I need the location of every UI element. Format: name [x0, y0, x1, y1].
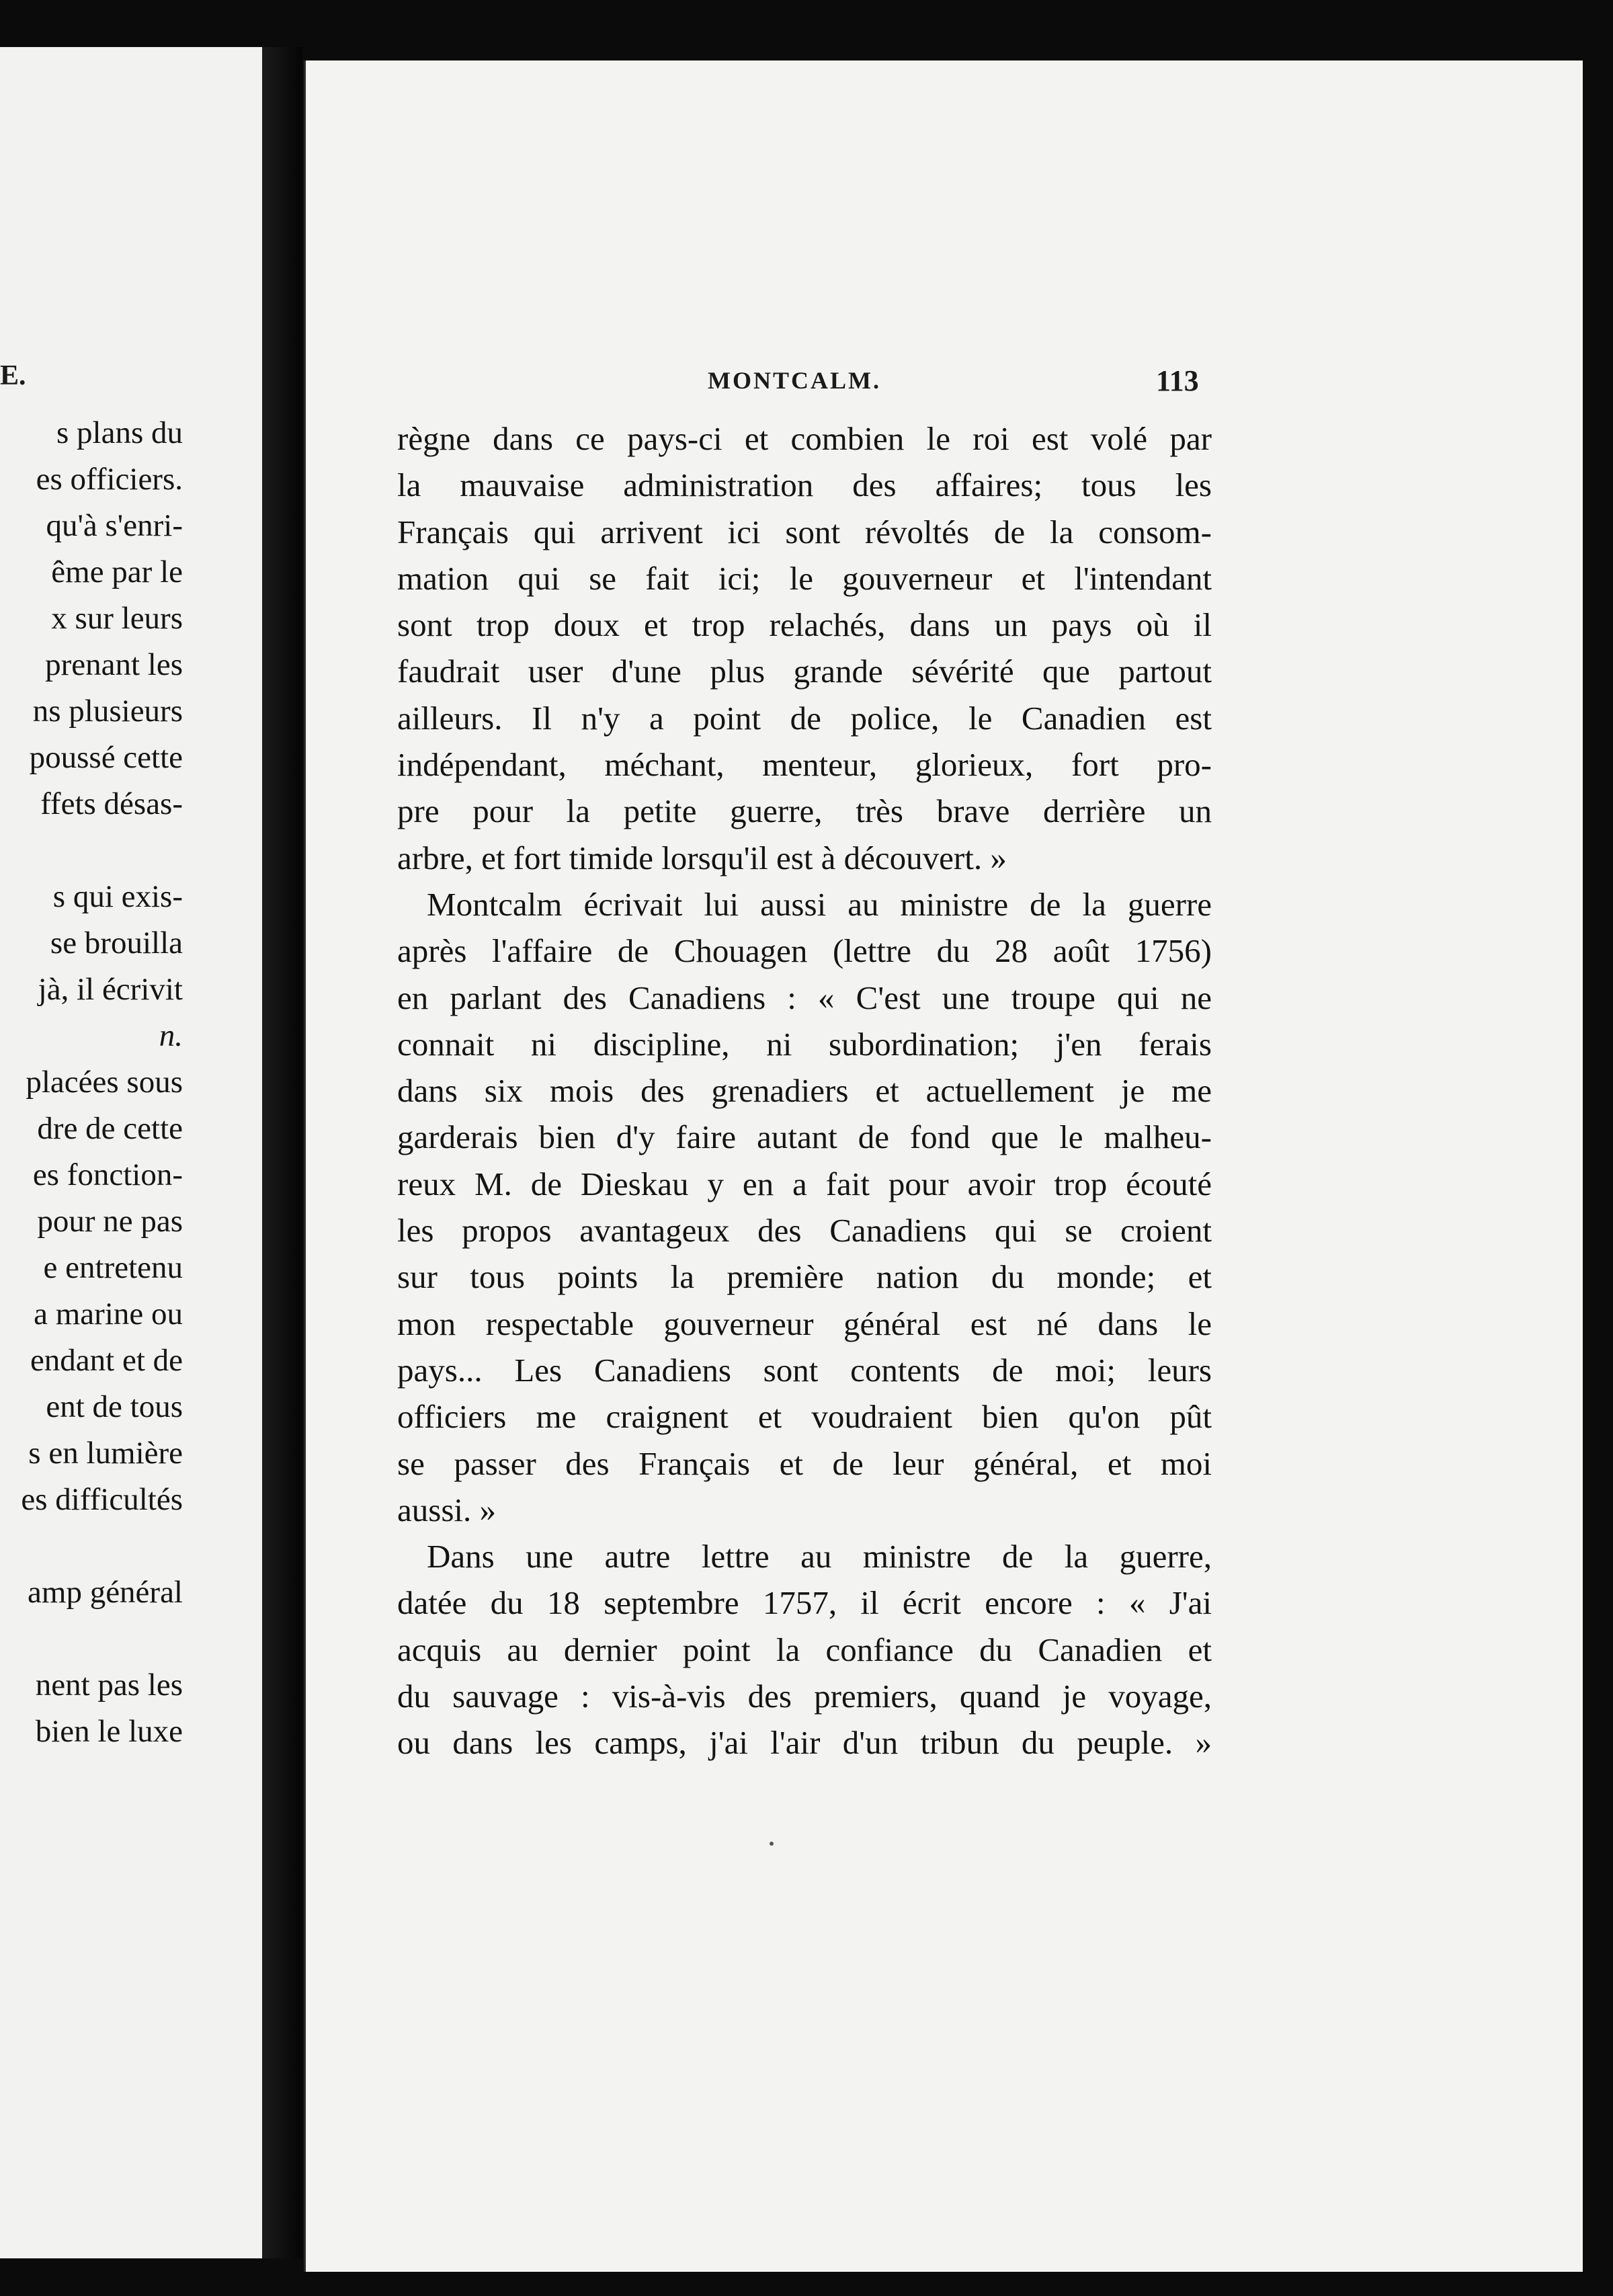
text-line: arbre, et fort timide lorsqu'il est à découvert. »: [397, 839, 1007, 876]
text-line: dans six mois des grenadiers et actuellement je me: [397, 1072, 1212, 1110]
running-head: [306, 366, 1583, 407]
book-page: [304, 60, 1583, 2272]
previous-page-line: endant et de: [30, 1343, 183, 1378]
running-title: MONTCALM.: [708, 367, 881, 394]
text-line: mon respectable gouverneur général est né dans le: [397, 1305, 1212, 1342]
text-line: après l'affaire de Chouagen (lettre du 28 août 1756): [397, 932, 1212, 970]
text-line: règne dans ce pays-ci et combien le roi est volé par: [397, 420, 1212, 457]
text-line: aussi. »: [397, 1491, 496, 1528]
text-line: pre pour la petite guerre, très brave derrière un: [397, 792, 1212, 830]
page-number: 113: [1156, 364, 1199, 397]
previous-page-line: a marine ou: [34, 1297, 183, 1331]
previous-page-line: s qui exis-: [52, 879, 183, 914]
paragraph-gap: [0, 1523, 183, 1569]
text-line: Montcalm écrivait lui aussi au ministre de la guerre: [427, 885, 1212, 923]
previous-page-line: se brouilla: [50, 926, 183, 960]
previous-page-line: es difficultés: [21, 1482, 183, 1517]
text-line: officiers me craignent et voudraient bien qu'on pût: [397, 1398, 1212, 1436]
text-line: ou dans les camps, j'ai l'air d'un tribun du peuple. »: [397, 1724, 1212, 1762]
previous-page-line: nent pas les: [35, 1668, 183, 1703]
previous-page-line: x sur leurs: [51, 601, 183, 636]
previous-page-text: [0, 410, 183, 1755]
text-line: sont trop doux et trop relachés, dans un pays où il: [397, 606, 1212, 644]
text-line: la mauvaise administration des affaires; tous les: [397, 466, 1212, 504]
paper-speck: [770, 1842, 774, 1846]
previous-page-line: qu'à s'enri-: [46, 508, 183, 543]
text-line: indépendant, méchant, menteur, glorieux, fort pro-: [397, 746, 1212, 784]
previous-page-header-fragment: E.: [0, 360, 26, 391]
paragraph-gap: [0, 1616, 183, 1662]
previous-page-line: ent de tous: [46, 1389, 183, 1424]
previous-page-line: ême par le: [51, 555, 183, 589]
previous-page-line: ffets désas-: [40, 786, 183, 821]
previous-page-line: n.: [159, 1018, 183, 1053]
previous-page-line: es officiers.: [36, 462, 183, 497]
text-line: sur tous points la première nation du monde; et: [397, 1258, 1212, 1296]
previous-page-fragment: [0, 47, 262, 2258]
previous-page-line: ns plusieurs: [32, 694, 183, 729]
previous-page-line: s en lumière: [28, 1436, 183, 1471]
previous-page-line: jà, il écrivit: [38, 972, 183, 1007]
text-line: les propos avantageux des Canadiens qui se croient: [397, 1212, 1212, 1249]
previous-page-line: es fonction-: [32, 1157, 183, 1192]
text-line: du sauvage : vis-à-vis des premiers, quand je voyage,: [397, 1678, 1212, 1715]
previous-page-line: s plans du: [56, 415, 183, 450]
text-line: ailleurs. Il n'y a point de police, le Canadien est: [397, 699, 1212, 737]
text-line: connait ni discipline, ni subordination; j'en ferais: [397, 1025, 1212, 1063]
previous-page-line: bien le luxe: [35, 1714, 183, 1749]
previous-page-line: pour ne pas: [37, 1204, 183, 1239]
text-line: garderais bien d'y faire autant de fond que le malheu-: [397, 1118, 1212, 1156]
previous-page-line: prenant les: [45, 647, 183, 682]
previous-page-line: placées sous: [26, 1065, 183, 1100]
text-line: Dans une autre lettre au ministre de la guerre,: [427, 1538, 1212, 1575]
text-line: acquis au dernier point la confiance du Canadien et: [397, 1631, 1212, 1668]
text-line: se passer des Français et de leur général, et moi: [397, 1444, 1212, 1482]
text-line: Français qui arrivent ici sont révoltés de la consom-: [397, 513, 1212, 550]
text-line: en parlant des Canadiens : « C'est une troupe qui ne: [397, 979, 1212, 1016]
previous-page-line: e entretenu: [43, 1250, 183, 1285]
paragraph-gap: [0, 827, 183, 874]
body-text: [397, 415, 1212, 1766]
previous-page-line: dre de cette: [37, 1111, 183, 1146]
text-line: reux M. de Dieskau y en a fait pour avoir trop écouté: [397, 1165, 1212, 1202]
text-line: faudrait user d'une plus grande sévérité que partout: [397, 653, 1212, 690]
previous-page-line: poussé cette: [29, 740, 183, 775]
previous-page-line: amp général: [28, 1575, 183, 1610]
text-line: mation qui se fait ici; le gouverneur et l'intendant: [397, 559, 1212, 597]
binding-gutter: [262, 47, 302, 2258]
text-line: pays... Les Canadiens sont contents de moi; leurs: [397, 1351, 1212, 1389]
text-line: datée du 18 septembre 1757, il écrit encore : « J'ai: [397, 1584, 1212, 1622]
